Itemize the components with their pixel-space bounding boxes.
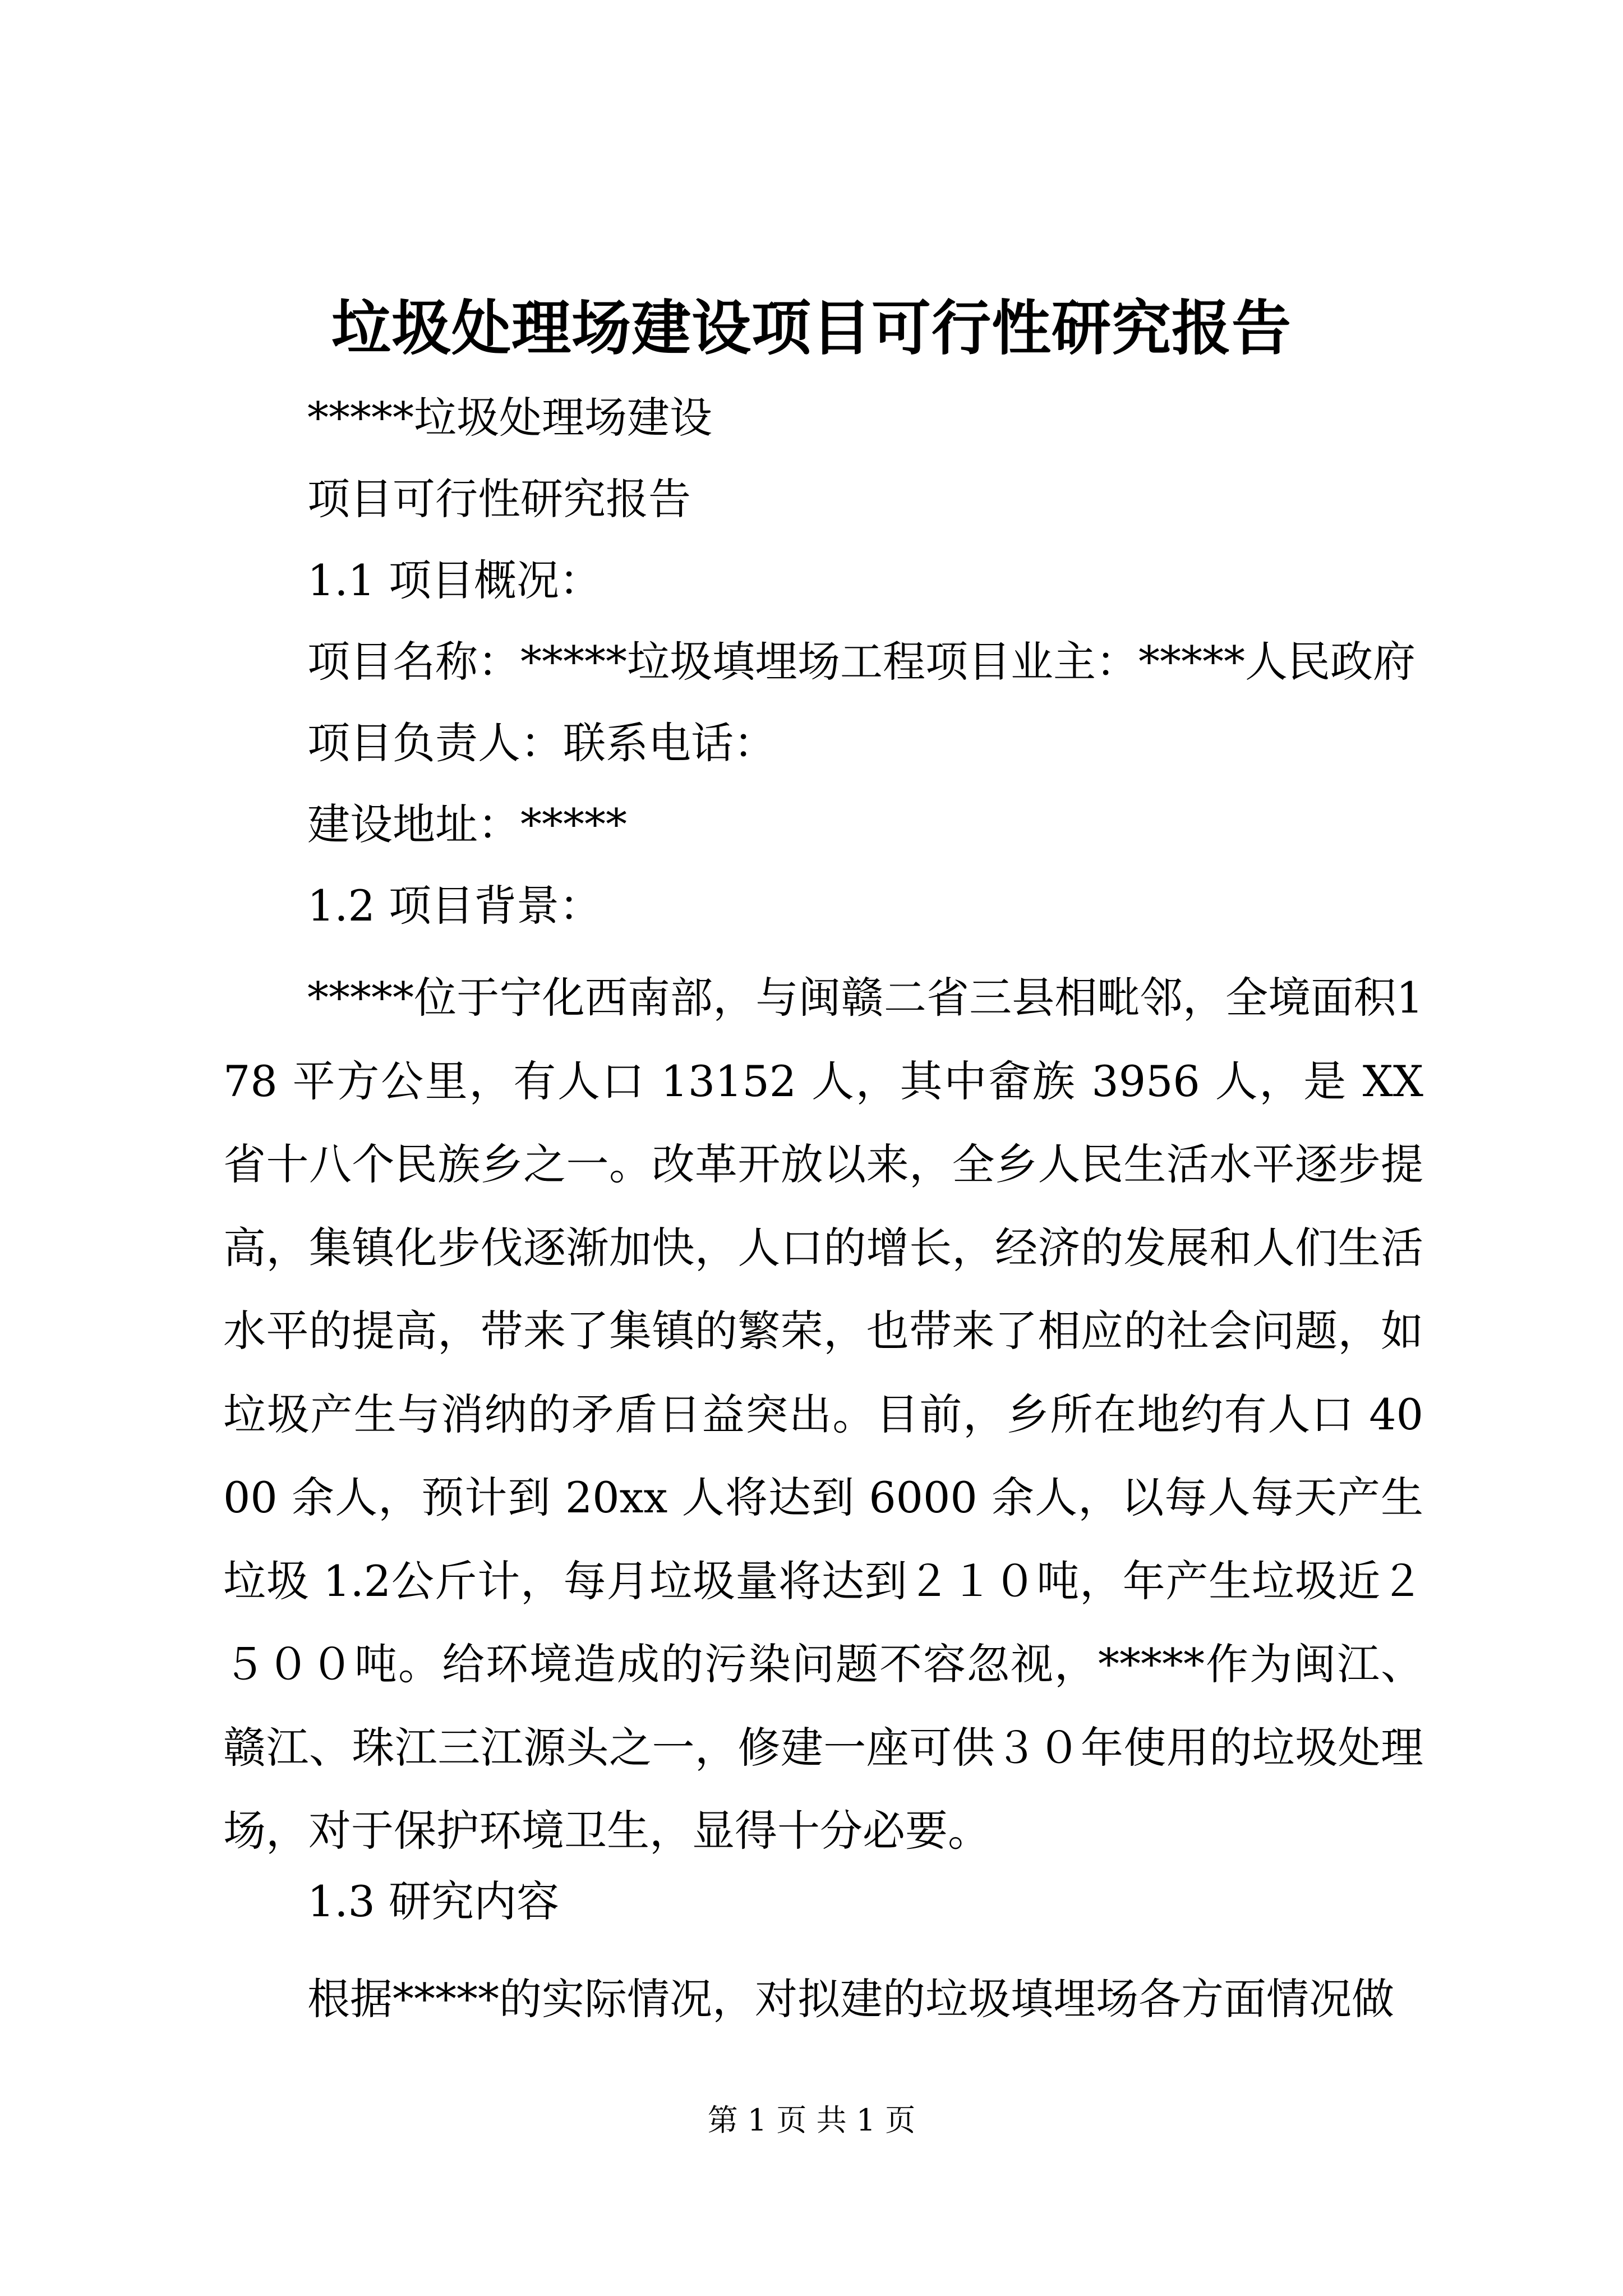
project-name-line: 项目名称：*****垃圾填埋场工程项目业主：*****人民政府 (307, 637, 1415, 687)
subtitle-line-2: 项目可行性研究报告 (307, 474, 691, 524)
page-number-footer: 第 1 页 共 1 页 (707, 2102, 916, 2138)
section-heading-overview: 1.1 项目概况： (307, 555, 602, 605)
section-heading-background: 1.2 项目背景： (307, 881, 602, 931)
research-paragraph: 根据*****的实际情况，对拟建的垃圾填埋场各方面情况做 (307, 1974, 1394, 2024)
project-address-line: 建设地址：***** (307, 799, 627, 849)
background-paragraph: *****位于宁化西南部，与闽赣二省三县相毗邻，全境面积178 平方公里，有人口 13152 人，其中畲族 3956 人，是 XX 省十八个民族乡之一。改革开放以来，全乡人民生活水平逐步提高，集镇化步伐逐渐加快，人口的增长，经济的发展和人们生活水平的提高，带来了集镇的繁荣，也带来了相应的社会问题，如垃圾产生与消纳的矛盾日益突出。目前，乡所在地约有人口 4000 余人，预计到 20xx 人将达到 6000 余人，以每人每天产生垃圾 1.2公斤计，每月垃圾量将达到２１０吨，年产生垃圾近２５００吨。给环境造成的污染问题不容忽视，*****作为闽江、赣江、珠江三江源头之一，修建一座可供３０年使用的垃圾处理场，对于保护环境卫生，显得十分必要。 (223, 973, 1423, 1856)
page-title: 垃圾处理场建设项目可行性研究报告 (331, 293, 1292, 363)
project-contact-line: 项目负责人：联系电话： (307, 718, 776, 768)
subtitle-line-1: *****垃圾处理场建设 (307, 393, 712, 443)
section-heading-research: 1.3 研究内容 (307, 1876, 560, 1926)
